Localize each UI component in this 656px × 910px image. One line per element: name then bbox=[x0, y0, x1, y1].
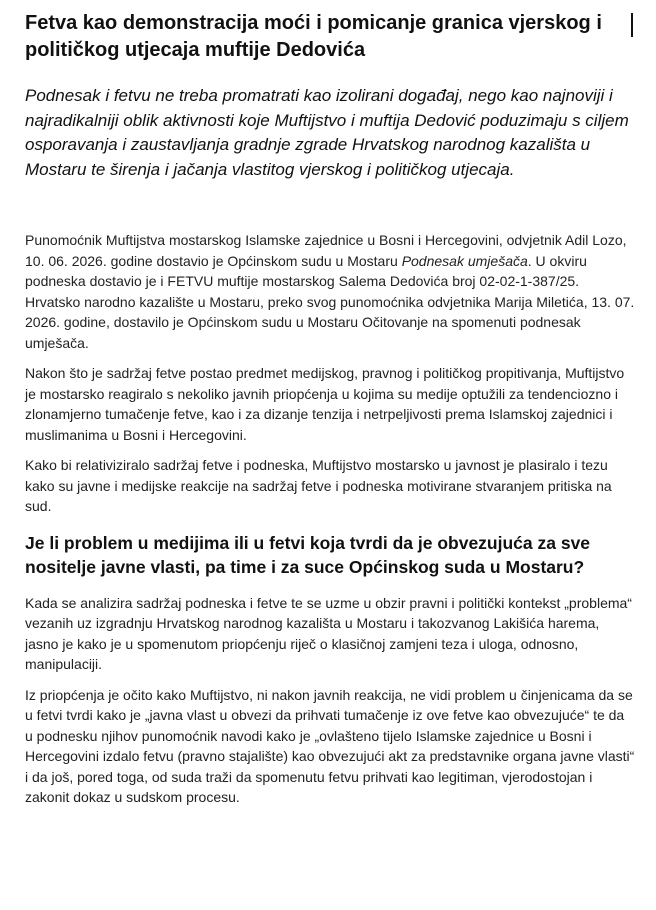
text-cursor bbox=[631, 13, 633, 37]
paragraph-5: Iz priopćenja je očito kako Muftijstvo, ni nakon javnih reakcija, ne vidi problem u činjenicama da se u fetvi tvrdi kako je „javna vlast u obvezi da prihvati tumačenje iz ove fetve kao obvezujuće“ te da u podnesku njihov punomoćnik navodi kako je „ovlašteno tijelo Islamske zajednice u Bosni i Hercegovini izdalo fetvu (pravno stajalište) kao obvezujući akt za predstavnike organa javne vlasti“ i da još, pored toga, od suda traži da spomenutu fetvu prihvati kao legitiman, vjerodostojan i zakonit dokaz u sudskom procesu. bbox=[25, 686, 635, 805]
paragraph-1-text-b: . U okviru podneska dostavio je i FETVU muftije mostarskog Salema Dedovića broj 02-02-1-387/25. Hrvatsko narodno kazalište u Mostaru, preko svog punomoćnika odvjetnika Marija Miletića, 13. 07. 2026. godine, dostavilo je Općinskom sudu u Mostaru Očitovanje na spomenuti podnesak umješača. bbox=[25, 252, 635, 351]
paragraph-3: Kako bi relativiziralo sadržaj fetve i podneska, Muftijstvo mostarsko u javnost je plasiralo i tezu kako su javne i medijske reakcije na sadržaj fetve i podneska motivirane stvaranjem pritiska na sud. bbox=[25, 457, 612, 514]
paragraph-1-text-a: Punomoćnik Muftijstva mostarskog Islamske zajednice u Bosni i Hercegovini, odvjetnik Adil Lozo, 10. 06. 2026. godine dostavio je Općinskom sudu u Mostaru bbox=[25, 232, 627, 269]
article-lead: Podnesak i fetvu ne treba promatrati kao izolirani događaj, nego kao najnoviji i najradikalniji oblik aktivnosti koje Muftijstvo i muftija Dedović poduzimaju s ciljem osporavanja i zaustavljanja gradnje zgrade Hrvatskog narodnog kazališta u Mostaru te širenja i jačanja vlastitog vjerskog i političkog utjecaja. bbox=[25, 86, 629, 179]
paragraph-4: Kada se analizira sadržaj podneska i fetve te se uzme u obzir pravni i politički kontekst „problema“ vezanih uz izgradnju Hrvatskog narodnog kazališta u Mostaru i takozvanog Lakišića harema, jasno je kako je u spomenutom priopćenju riječ o klasičnoj zamjeni teza i uloga, odnosno, manipulaciji. bbox=[25, 594, 632, 672]
section-subheading: Je li problem u medijima ili u fetvi koja tvrdi da je obvezujuća za sve nositelje javne vlasti, pa time i za suce Općinskog suda u Mostaru? bbox=[25, 532, 591, 577]
paragraph-1 bbox=[25, 230, 635, 353]
article bbox=[25, 10, 635, 808]
paragraph-1-italic-term: Podnesak umješača bbox=[401, 252, 528, 269]
title-block bbox=[25, 10, 635, 64]
article-title: Fetva kao demonstracija moći i pomicanje granica vjerskog i političkog utjecaja muftije Dedovića bbox=[25, 12, 602, 61]
paragraph-2: Nakon što je sadržaj fetve postao predmet medijskog, pravnog i političkog propitivanja, Muftijstvo je mostarsko reagiralo s nekoliko javnih priopćenja u kojima su medije optužili za tendenciozno i zlonamjerno tumačenje fetve, kao i za dizanje tenzija i netrpeljivosti prema Islamskoj zajednici i muslimanima u Bosni i Hercegovini. bbox=[25, 365, 625, 443]
